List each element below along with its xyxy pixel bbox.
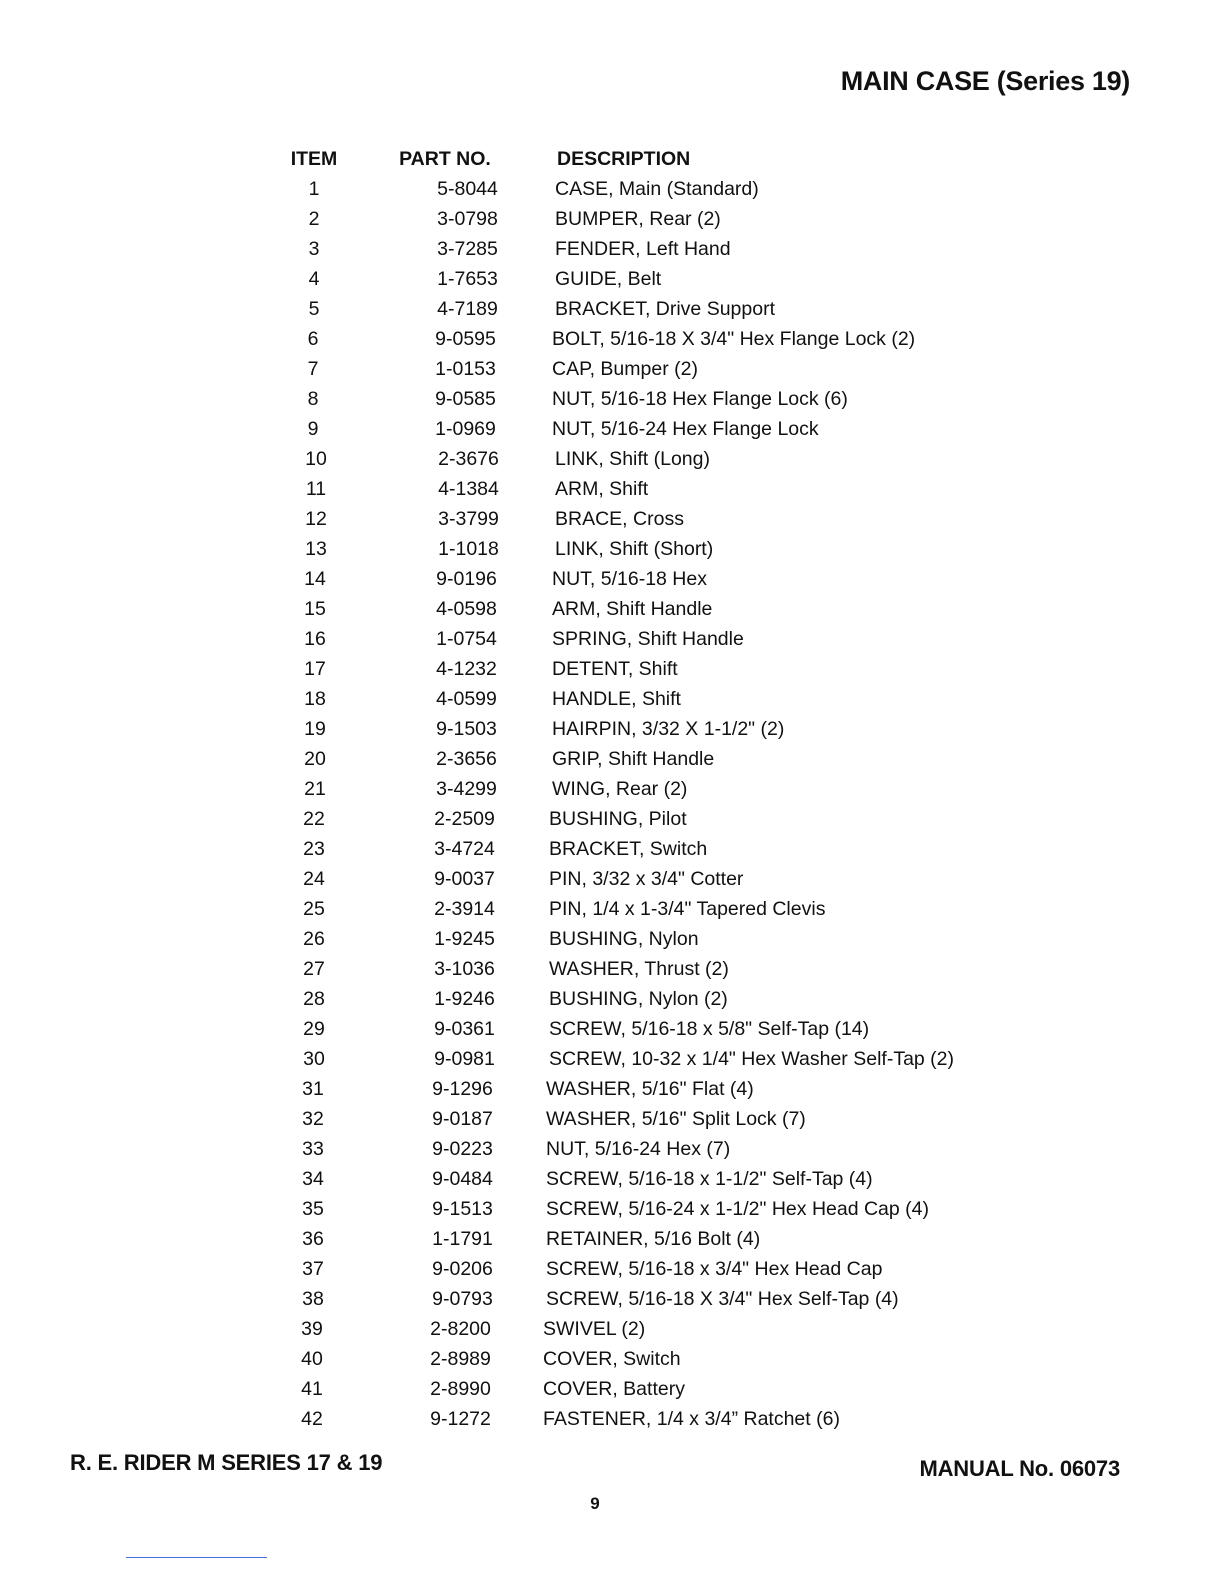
part-description: WASHER, 5/16" Split Lock (7) <box>546 1107 806 1130</box>
part-number: 9-0187 <box>432 1107 493 1130</box>
table-row <box>250 834 1010 864</box>
item-number: 29 <box>303 1017 325 1040</box>
table-row <box>250 264 1010 294</box>
part-number: 3-0798 <box>437 207 498 230</box>
table-row <box>250 684 1010 714</box>
part-number: 9-1503 <box>436 717 497 740</box>
item-number: 38 <box>302 1287 324 1310</box>
item-number: 8 <box>307 387 319 410</box>
item-number: 15 <box>304 597 326 620</box>
part-description: SCREW, 5/16-24 x 1-1/2" Hex Head Cap (4) <box>546 1197 930 1220</box>
footer-manual-number: MANUAL No. 06073 <box>919 1456 1120 1481</box>
table-row <box>250 1314 1010 1344</box>
part-number: 1-1791 <box>432 1227 493 1250</box>
part-number: 9-0037 <box>434 867 495 890</box>
item-number: 25 <box>303 897 325 920</box>
part-description: NUT, 5/16-18 Hex Flange Lock (6) <box>552 387 848 410</box>
part-description: BRACKET, Switch <box>549 837 708 860</box>
part-number: 5-8044 <box>437 177 498 200</box>
table-row <box>250 354 1010 384</box>
part-number: 9-0223 <box>432 1137 493 1160</box>
table-row <box>250 1044 1010 1074</box>
part-description: SCREW, 10-32 x 1/4" Hex Washer Self-Tap (2) <box>549 1047 955 1070</box>
table-row <box>250 1074 1010 1104</box>
column-header-description: DESCRIPTION <box>557 147 691 170</box>
part-description: GUIDE, Belt <box>555 267 662 290</box>
page-title: MAIN CASE (Series 19) <box>840 66 1130 96</box>
table-row <box>250 384 1010 414</box>
column-header-item: ITEM <box>290 147 338 170</box>
part-number: 2-8989 <box>430 1347 491 1370</box>
table-row <box>250 1374 1010 1404</box>
table-row <box>250 984 1010 1014</box>
part-description: SCREW, 5/16-18 x 1-1/2" Self-Tap (4) <box>546 1167 873 1190</box>
item-number: 22 <box>303 807 325 830</box>
table-row <box>250 174 1010 204</box>
table-row <box>250 414 1010 444</box>
table-row <box>250 564 1010 594</box>
table-row <box>250 234 1010 264</box>
part-description: HANDLE, Shift <box>552 687 681 710</box>
table-row <box>250 1344 1010 1374</box>
part-description: BUSHING, Nylon <box>549 927 699 950</box>
parts-table <box>250 144 1010 1434</box>
item-number: 42 <box>301 1407 323 1430</box>
item-number: 40 <box>301 1347 323 1370</box>
table-row <box>250 504 1010 534</box>
table-row <box>250 444 1010 474</box>
table-row <box>250 474 1010 504</box>
table-row <box>250 1104 1010 1134</box>
part-number: 1-0153 <box>435 357 496 380</box>
part-number: 9-1513 <box>432 1197 493 1220</box>
part-number: 3-4724 <box>434 837 495 860</box>
item-number: 28 <box>303 987 325 1010</box>
item-number: 18 <box>304 687 326 710</box>
part-description: LINK, Shift (Long) <box>555 447 710 470</box>
part-description: BOLT, 5/16-18 X 3/4" Hex Flange Lock (2) <box>552 327 916 350</box>
part-description: GRIP, Shift Handle <box>552 747 715 770</box>
part-number: 1-9245 <box>434 927 495 950</box>
table-row <box>250 774 1010 804</box>
part-description: SCREW, 5/16-18 X 3/4" Hex Self-Tap (4) <box>546 1287 899 1310</box>
part-number: 9-0585 <box>435 387 496 410</box>
item-number: 30 <box>303 1047 325 1070</box>
part-description: ARM, Shift Handle <box>552 597 713 620</box>
part-number: 2-8200 <box>430 1317 491 1340</box>
part-description: SWIVEL (2) <box>543 1317 646 1340</box>
item-number: 10 <box>305 447 327 470</box>
page-number: 9 <box>590 1494 600 1513</box>
part-description: SPRING, Shift Handle <box>552 627 744 650</box>
part-description: DETENT, Shift <box>552 657 678 680</box>
part-number: 3-1036 <box>434 957 495 980</box>
item-number: 11 <box>305 477 327 500</box>
part-number: 9-0793 <box>432 1287 493 1310</box>
item-number: 21 <box>304 777 326 800</box>
item-number: 3 <box>308 237 320 260</box>
part-description: BRACKET, Drive Support <box>555 297 775 320</box>
part-number: 4-1232 <box>436 657 497 680</box>
part-number: 9-0196 <box>436 567 497 590</box>
part-number: 9-0595 <box>435 327 496 350</box>
table-row <box>250 864 1010 894</box>
part-description: HAIRPIN, 3/32 X 1-1/2" (2) <box>552 717 785 740</box>
table-row <box>250 624 1010 654</box>
part-description: RETAINER, 5/16 Bolt (4) <box>546 1227 761 1250</box>
part-description: BRACE, Cross <box>555 507 684 530</box>
part-description: NUT, 5/16-24 Hex (7) <box>546 1137 731 1160</box>
table-row <box>250 654 1010 684</box>
part-number: 2-3676 <box>438 447 499 470</box>
item-number: 37 <box>302 1257 324 1280</box>
item-number: 16 <box>304 627 326 650</box>
table-row <box>250 1194 1010 1224</box>
part-description: CASE, Main (Standard) <box>555 177 759 200</box>
bottom-rule <box>126 1557 267 1558</box>
item-number: 4 <box>308 267 320 290</box>
table-row <box>250 324 1010 354</box>
table-row <box>250 594 1010 624</box>
table-row <box>250 894 1010 924</box>
table-row <box>250 534 1010 564</box>
footer-model: R. E. RIDER M SERIES 17 & 19 <box>70 1450 383 1475</box>
item-number: 34 <box>302 1167 324 1190</box>
item-number: 27 <box>303 957 325 980</box>
item-number: 35 <box>302 1197 324 1220</box>
part-description: NUT, 5/16-24 Hex Flange Lock <box>552 417 819 440</box>
item-number: 36 <box>302 1227 324 1250</box>
part-number: 9-0206 <box>432 1257 493 1280</box>
item-number: 32 <box>302 1107 324 1130</box>
table-row <box>250 1404 1010 1434</box>
item-number: 1 <box>308 177 320 200</box>
part-number: 2-3656 <box>436 747 497 770</box>
table-row <box>250 1284 1010 1314</box>
table-header <box>250 144 1010 174</box>
part-number: 2-8990 <box>430 1377 491 1400</box>
table-row <box>250 1134 1010 1164</box>
part-description: CAP, Bumper (2) <box>552 357 698 380</box>
part-number: 3-7285 <box>437 237 498 260</box>
item-number: 26 <box>303 927 325 950</box>
item-number: 19 <box>304 717 326 740</box>
item-number: 12 <box>305 507 327 530</box>
table-row <box>250 804 1010 834</box>
item-number: 17 <box>304 657 326 680</box>
table-row <box>250 744 1010 774</box>
item-number: 13 <box>305 537 327 560</box>
part-number: 9-1272 <box>430 1407 491 1430</box>
table-row <box>250 1224 1010 1254</box>
item-number: 23 <box>303 837 325 860</box>
part-description: PIN, 1/4 x 1-3/4" Tapered Clevis <box>549 897 826 920</box>
part-number: 3-4299 <box>436 777 497 800</box>
part-description: BUSHING, Nylon (2) <box>549 987 728 1010</box>
part-number: 1-7653 <box>437 267 498 290</box>
item-number: 6 <box>307 327 319 350</box>
table-row <box>250 204 1010 234</box>
table-row <box>250 294 1010 324</box>
part-description: SCREW, 5/16-18 x 5/8" Self-Tap (14) <box>549 1017 870 1040</box>
part-description: COVER, Switch <box>543 1347 681 1370</box>
part-description: BUSHING, Pilot <box>549 807 687 830</box>
item-number: 5 <box>308 297 320 320</box>
item-number: 39 <box>301 1317 323 1340</box>
part-number: 9-0484 <box>432 1167 493 1190</box>
part-number: 9-1296 <box>432 1077 493 1100</box>
item-number: 20 <box>304 747 326 770</box>
part-number: 4-0598 <box>436 597 497 620</box>
part-number: 1-0754 <box>436 627 497 650</box>
part-description: PIN, 3/32 x 3/4" Cotter <box>549 867 744 890</box>
table-body <box>250 174 1010 1434</box>
part-number: 3-3799 <box>438 507 499 530</box>
item-number: 24 <box>303 867 325 890</box>
table-row <box>250 954 1010 984</box>
part-description: WASHER, Thrust (2) <box>549 957 729 980</box>
part-description: LINK, Shift (Short) <box>555 537 714 560</box>
table-row <box>250 1014 1010 1044</box>
item-number: 33 <box>302 1137 324 1160</box>
part-number: 4-0599 <box>436 687 497 710</box>
part-number: 9-0981 <box>434 1047 495 1070</box>
part-number: 4-7189 <box>437 297 498 320</box>
part-number: 1-1018 <box>438 537 499 560</box>
part-number: 4-1384 <box>438 477 499 500</box>
item-number: 9 <box>307 417 319 440</box>
part-description: WASHER, 5/16" Flat (4) <box>546 1077 754 1100</box>
table-row <box>250 924 1010 954</box>
part-description: BUMPER, Rear (2) <box>555 207 721 230</box>
item-number: 14 <box>304 567 326 590</box>
part-description: SCREW, 5/16-18 x 3/4" Hex Head Cap <box>546 1257 883 1280</box>
part-number: 2-2509 <box>434 807 495 830</box>
part-description: NUT, 5/16-18 Hex <box>552 567 707 590</box>
column-header-part-no: PART NO. <box>399 147 491 170</box>
part-number: 9-0361 <box>434 1017 495 1040</box>
item-number: 7 <box>307 357 319 380</box>
table-row <box>250 1254 1010 1284</box>
item-number: 2 <box>308 207 320 230</box>
part-description: WING, Rear (2) <box>552 777 688 800</box>
part-description: COVER, Battery <box>543 1377 685 1400</box>
part-description: ARM, Shift <box>555 477 649 500</box>
item-number: 31 <box>302 1077 324 1100</box>
part-number: 1-0969 <box>435 417 496 440</box>
table-row <box>250 1164 1010 1194</box>
part-description: FENDER, Left Hand <box>555 237 731 260</box>
table-row <box>250 714 1010 744</box>
part-number: 2-3914 <box>434 897 495 920</box>
item-number: 41 <box>301 1377 323 1400</box>
part-number: 1-9246 <box>434 987 495 1010</box>
part-description: FASTENER, 1/4 x 3/4” Ratchet (6) <box>543 1407 840 1430</box>
